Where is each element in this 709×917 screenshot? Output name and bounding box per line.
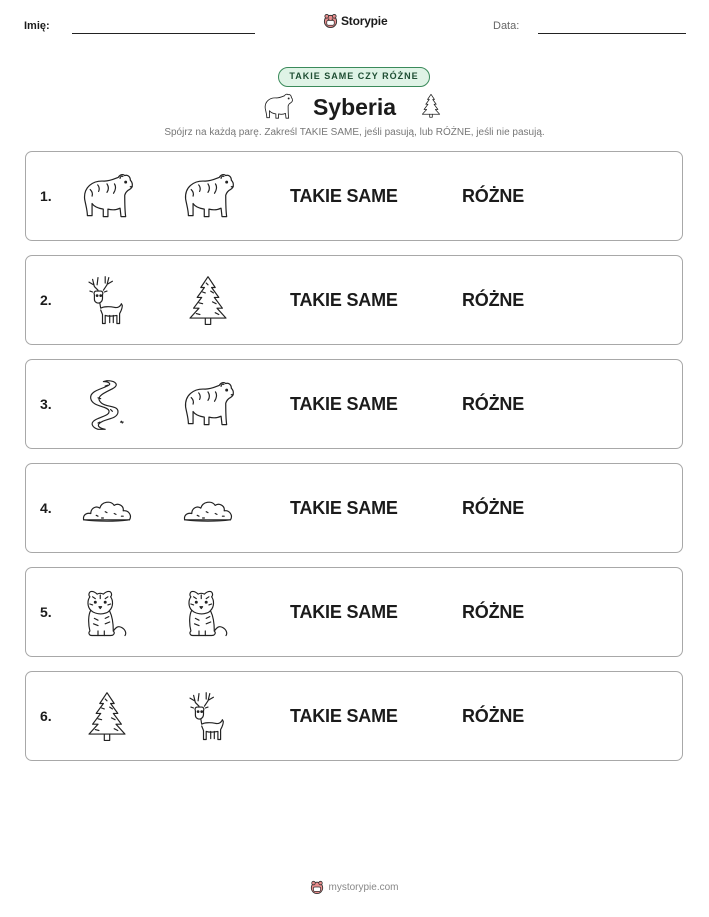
option-same[interactable]: TAKIE SAME xyxy=(290,290,398,310)
pine-tree-icon xyxy=(79,690,135,744)
tiger-icon xyxy=(79,586,135,640)
bear-icon xyxy=(180,378,236,432)
option-different[interactable]: RÓŻNE xyxy=(462,394,525,414)
option-same[interactable]: TAKIE SAME xyxy=(290,186,398,206)
question-row xyxy=(25,567,683,657)
tiger-icon xyxy=(180,586,236,640)
reindeer-icon xyxy=(79,274,135,328)
question-number: 2. xyxy=(40,292,52,308)
question-row xyxy=(25,671,683,761)
option-same[interactable]: TAKIE SAME xyxy=(290,498,398,518)
option-same[interactable]: TAKIE SAME xyxy=(290,394,398,414)
question-row xyxy=(25,151,683,241)
option-same[interactable]: TAKIE SAME xyxy=(290,706,398,726)
storypie-logo-icon xyxy=(323,13,338,28)
name-field-line[interactable] xyxy=(72,33,255,34)
bear-icon xyxy=(79,170,135,224)
snow-pile-icon xyxy=(79,482,135,536)
footer xyxy=(0,880,709,894)
instructions-text: Spójrz na każdą parę. Zakreśl TAKIE SAME, jeśli pasują, lub RÓŻNE, jeśli nie pasują. xyxy=(164,127,545,138)
question-number: 5. xyxy=(40,604,52,620)
question-number: 1. xyxy=(40,188,52,204)
option-different[interactable]: RÓŻNE xyxy=(462,706,525,726)
storypie-footer-logo-icon xyxy=(310,880,324,894)
name-label: Imię: xyxy=(24,20,50,32)
brand-logo xyxy=(323,13,387,28)
pine-tree-icon xyxy=(180,274,236,328)
question-row xyxy=(25,359,683,449)
option-different[interactable]: RÓŻNE xyxy=(462,498,525,518)
question-row xyxy=(25,463,683,553)
option-different[interactable]: RÓŻNE xyxy=(462,290,525,310)
page-title: Syberia xyxy=(312,94,397,120)
option-different[interactable]: RÓŻNE xyxy=(462,186,525,206)
question-number: 6. xyxy=(40,708,52,724)
date-field-line[interactable] xyxy=(538,33,686,34)
activity-type-badge: TAKIE SAME CZY RÓŻNE xyxy=(278,67,430,87)
date-label: Data: xyxy=(493,20,520,32)
bear-icon xyxy=(180,170,236,224)
river-icon xyxy=(79,378,135,432)
footer-url[interactable]: mystorypie.com xyxy=(328,881,399,893)
question-row xyxy=(25,255,683,345)
pine-tree-title-icon xyxy=(418,91,444,121)
brand-name: Storypie xyxy=(341,13,388,28)
snow-pile-icon xyxy=(180,482,236,536)
option-different[interactable]: RÓŻNE xyxy=(462,602,525,622)
option-same[interactable]: TAKIE SAME xyxy=(290,602,398,622)
question-number: 4. xyxy=(40,500,52,516)
reindeer-icon xyxy=(180,690,236,744)
question-number: 3. xyxy=(40,396,52,412)
